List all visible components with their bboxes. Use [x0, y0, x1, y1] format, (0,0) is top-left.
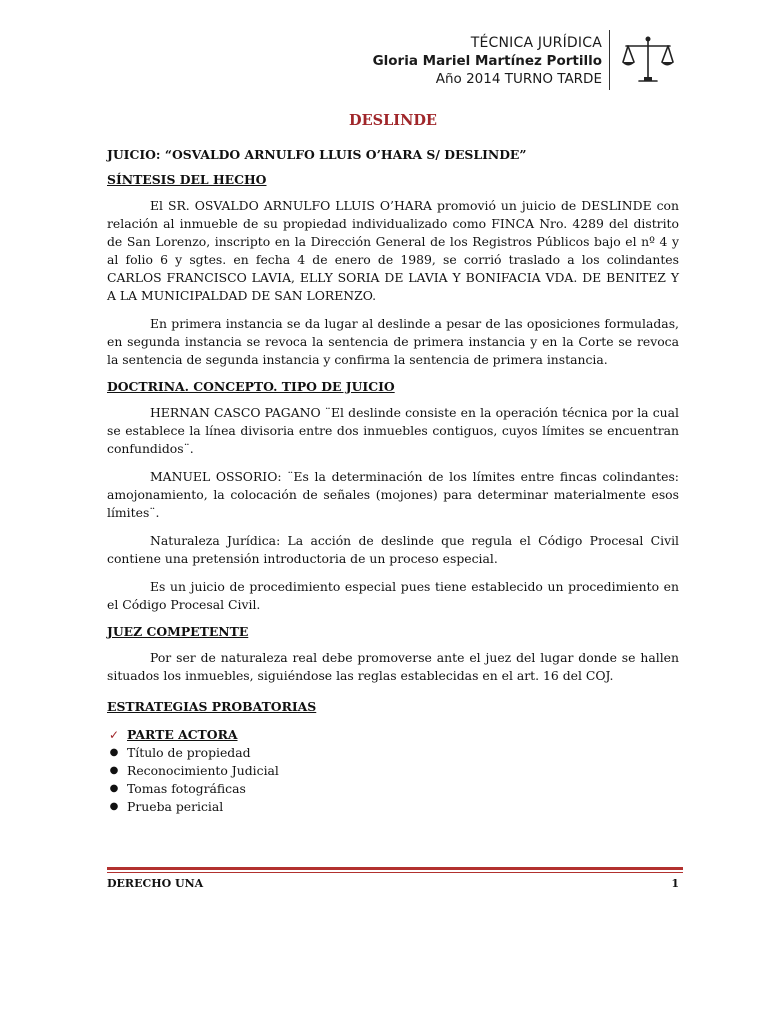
checkmark-icon: ✓ [108, 728, 120, 742]
list-item [107, 780, 679, 798]
section-heading-estrategias: ESTRATEGIAS PROBATORIAS [107, 699, 317, 714]
footer-rule-thick [107, 867, 683, 870]
estrategias-list [107, 726, 679, 816]
list-item [107, 798, 679, 816]
doctrina-paragraph-4: Es un juicio de procedimiento especial pues tiene establecido un procedimiento en el Código Procesal Civil. [107, 579, 679, 612]
parte-actora-label: PARTE ACTORA [127, 727, 238, 742]
juicio-text: “OSVALDO ARNULFO LLUIS O’HARA S/ DESLINDE” [160, 147, 527, 162]
juez-paragraph-1: Por ser de naturaleza real debe promoverse ante el juez del lugar donde se hallen situados los inmuebles, siguiéndose las reglas establecidas en el art. 16 del COJ. [107, 650, 679, 683]
header-subject: TÉCNICA JURÍDICA [470, 35, 602, 51]
list-item-text: Título de propiedad [127, 745, 251, 760]
list-item-text: Reconocimiento Judicial [127, 763, 279, 778]
page-number: 1 [671, 877, 679, 890]
document-title: DESLINDE [349, 112, 437, 129]
bullet-icon: ● [109, 765, 119, 776]
juicio-label: JUICIO: [107, 147, 161, 162]
document-body [107, 108, 679, 816]
footer-label: DERECHO UNA [107, 877, 204, 890]
header-year-shift: Año 2014 TURNO TARDE [435, 71, 602, 87]
list-item-text: Tomas fotográficas [127, 781, 246, 796]
section-heading-doctrina: DOCTRINA. CONCEPTO. TIPO DE JUICIO [107, 379, 395, 394]
sintesis-paragraph-2: En primera instancia se da lugar al deslinde a pesar de las oposiciones formuladas, en segunda instancia se revoca la sentencia de primera instancia y en la Corte se revoca la sentencia de segunda instancia y confirma la sentencia de primera instancia. [107, 316, 679, 367]
header-author: Gloria Mariel Martínez Portillo [372, 53, 602, 69]
page-footer [107, 877, 683, 890]
list-item [107, 762, 679, 780]
sintesis-paragraph-1: El SR. OSVALDO ARNULFO LLUIS O’HARA promovió un juicio de DESLINDE con relación al inmueble de su propiedad individualizado como FINCA Nro. 4289 del distrito de San Lorenzo, inscripto en la Dirección General de los Registros Públicos bajo el nº 4 y al folio 6 y sgtes. en fecha 4 de enero de 1989, se corrió traslado a los colindantes CARLOS FRANCISCO LAVIA, ELLY SORIA DE LAVIA Y BONIFACIA VDA. DE BENITEZ Y A LA MUNICIPALDAD DE SAN LORENZO. [107, 198, 679, 303]
list-item [107, 726, 679, 744]
juicio-line [107, 147, 679, 162]
doctrina-paragraph-2: MANUEL OSSORIO: ¨Es la determinación de los límites entre fincas colindantes: amojonamiento, la colocación de señales (mojones) para determinar materialmente esos límites¨. [107, 469, 679, 520]
header-divider [609, 30, 610, 90]
list-item-text: Prueba pericial [127, 799, 224, 814]
scales-of-justice-icon [620, 34, 676, 86]
doctrina-paragraph-1: HERNAN CASCO PAGANO ¨El deslinde consiste en la operación técnica por la cual se establece la línea divisoria entre dos inmuebles contiguos, cuyos límites se encuentran confundidos¨. [107, 405, 679, 456]
page-header [373, 34, 602, 88]
section-heading-sintesis: SÍNTESIS DEL HECHO [107, 172, 267, 187]
bullet-icon: ● [109, 783, 119, 794]
bullet-icon: ● [109, 801, 119, 812]
footer-rule-thin [107, 872, 683, 873]
doctrina-paragraph-3: Naturaleza Jurídica: La acción de deslinde que regula el Código Procesal Civil contiene una pretensión introductoria de un proceso especial. [107, 533, 679, 566]
list-item [107, 744, 679, 762]
section-heading-juez: JUEZ COMPETENTE [107, 624, 249, 639]
bullet-icon: ● [109, 747, 119, 758]
